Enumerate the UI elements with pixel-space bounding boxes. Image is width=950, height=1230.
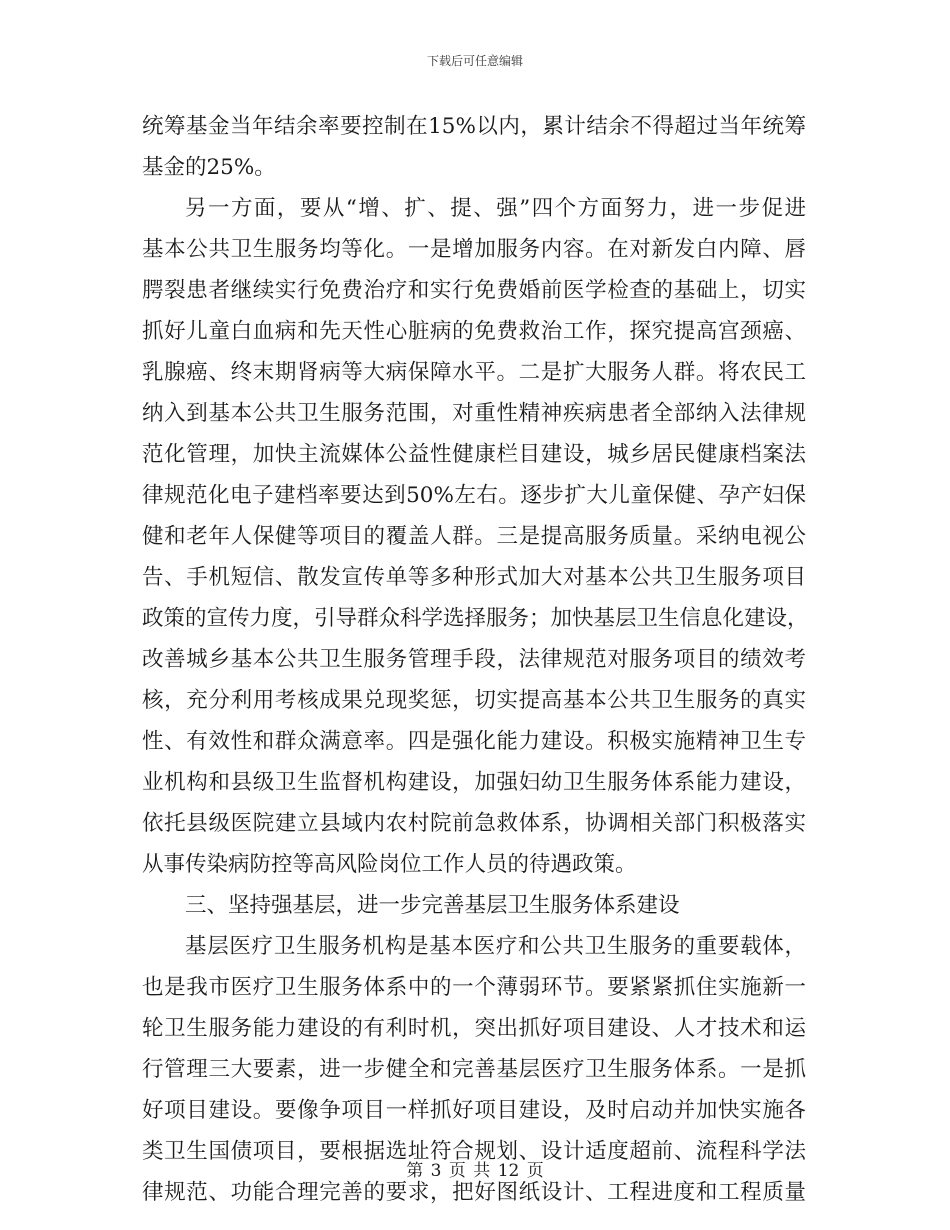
text-line: 另一方面，要从“增、扩、提、强”四个方面努力，进一步促进 <box>185 196 806 221</box>
text-line: 健和老年人保健等项目的覆盖人群。三是提高服务质量。采纳电视公 <box>142 524 806 549</box>
header-note: 下载后可任意编辑 <box>426 54 523 68</box>
text-line: 也是我市医疗卫生服务体系中的一个薄弱环节。要紧紧抓住实施新一 <box>142 975 806 1000</box>
text-line: 轮卫生服务能力建设的有利时机，突出抓好项目建设、人才技术和运 <box>142 1016 806 1041</box>
text-line: 类卫生国债项目，要根据选址符合规划、设计适度超前、流程科学法 <box>142 1139 806 1164</box>
text-line: 抓好儿童白血病和先天性心脏病的免费救治工作，探究提高宫颈癌、 <box>142 319 806 344</box>
text-line: 腭裂患者继续实行免费治疗和实行免费婚前医学检查的基础上，切实 <box>142 278 806 303</box>
section-heading: 三、坚持强基层，进一步完善基层卫生服务体系建设 <box>185 893 680 918</box>
page-number: 第 3 页 共 12 页 <box>406 1161 544 1181</box>
text-line: 统筹基金当年结余率要控制在15%以内，累计结余不得超过当年统筹 <box>142 114 806 139</box>
text-line: 政策的宣传力度，引导群众科学选择服务；加快基层卫生信息化建设， <box>142 606 809 631</box>
text-line: 纳入到基本公共卫生服务范围，对重性精神疾病患者全部纳入法律规 <box>142 401 806 426</box>
text-line: 基层医疗卫生服务机构是基本医疗和公共卫生服务的重要载体， <box>185 934 806 959</box>
text-line: 性、有效性和群众满意率。四是强化能力建设。积极实施精神卫生专 <box>142 729 806 754</box>
text-line: 律规范、功能合理完善的要求，把好图纸设计、工程进度和工程质量 <box>142 1180 806 1205</box>
text-line: 改善城乡基本公共卫生服务管理手段，法律规范对服务项目的绩效考 <box>142 647 806 672</box>
text-line: 从事传染病防控等高风险岗位工作人员的待遇政策。 <box>142 852 637 877</box>
text-line: 基金的25%。 <box>142 155 276 180</box>
text-line: 业机构和县级卫生监督机构建设，加强妇幼卫生服务体系能力建设， <box>142 770 806 795</box>
text-line: 乳腺癌、终末期肾病等大病保障水平。二是扩大服务人群。将农民工 <box>142 360 806 385</box>
text-line: 律规范化电子建档率要达到50%左右。逐步扩大儿童保健、孕产妇保 <box>142 483 806 508</box>
text-line: 核，充分利用考核成果兑现奖惩，切实提高基本公共卫生服务的真实 <box>142 688 806 713</box>
text-line: 行管理三大要素，进一步健全和完善基层医疗卫生服务体系。一是抓 <box>142 1057 806 1082</box>
text-line: 依托县级医院建立县域内农村院前急救体系，协调相关部门积极落实 <box>142 811 806 836</box>
text-line: 告、手机短信、散发宣传单等多种形式加大对基本公共卫生服务项目 <box>142 565 806 590</box>
text-line: 范化管理，加快主流媒体公益性健康栏目建设，城乡居民健康档案法 <box>142 442 806 467</box>
text-line: 好项目建设。要像争项目一样抓好项目建设，及时启动并加快实施各 <box>142 1098 806 1123</box>
document-body <box>142 106 809 1213</box>
text-line: 基本公共卫生服务均等化。一是增加服务内容。在对新发白内障、唇 <box>142 237 806 262</box>
